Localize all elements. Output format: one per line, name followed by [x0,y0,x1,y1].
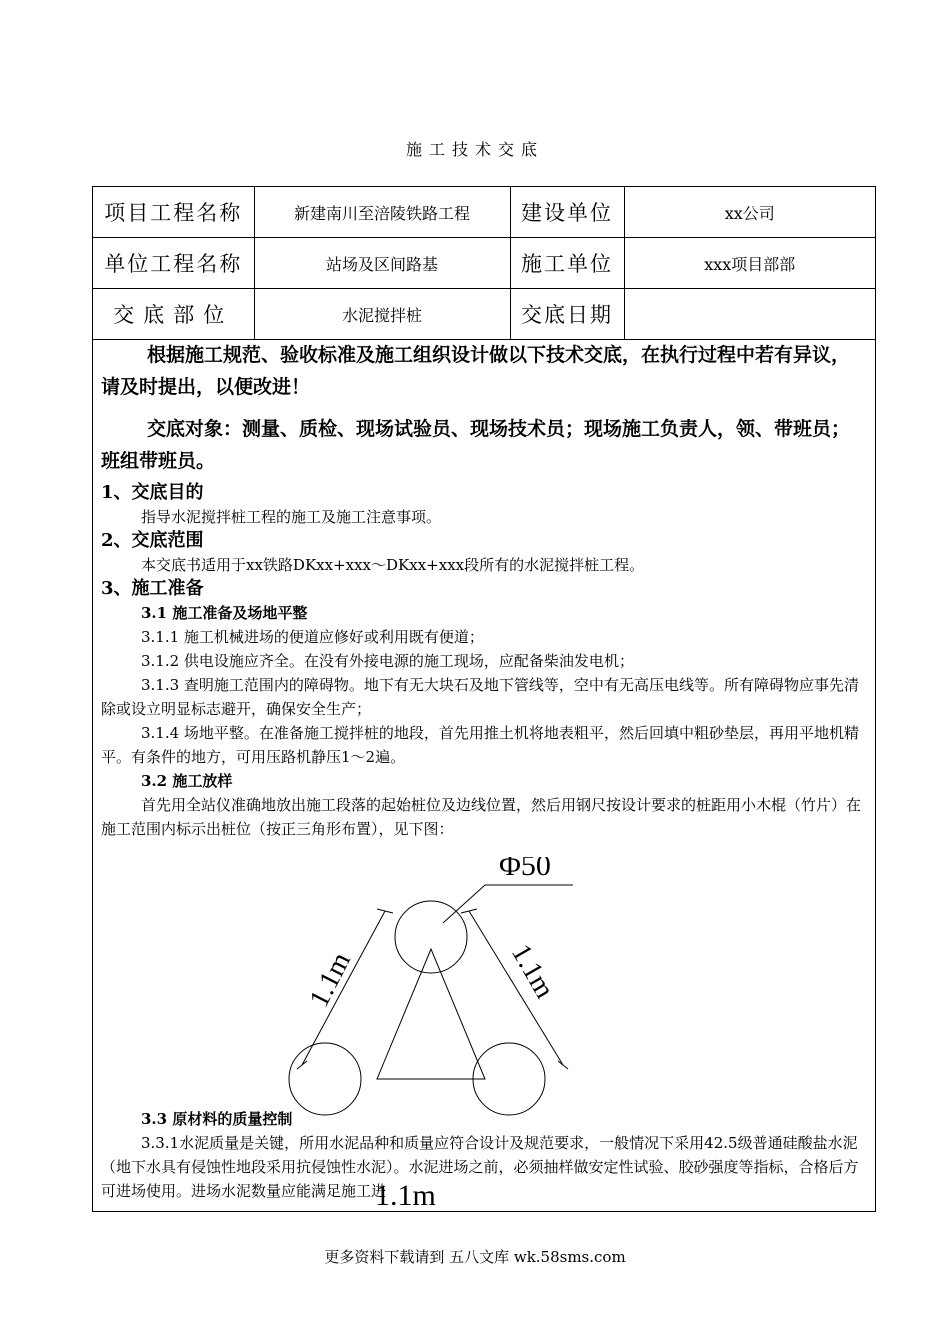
section-2-text: 本交底书适用于xx铁路DKxx+xxx～DKxx+xxx段所有的水泥搅拌桩工程。 [141,556,645,574]
section-3-1-3-text: 3.1.3 查明施工范围内的障碍物。地下有无大块石及地下管线等，空中有无高压电线等。所有障碍物应事先清除或设立明显标志避开，确保安全生产； [101,676,859,718]
left-distance-label: 1.1m [303,947,358,1013]
section-1-text: 指导水泥搅拌桩工程的施工及施工注意事项。 [141,508,442,526]
footer-text: 更多资料下载请到 五八文库 wk.58sms.com [324,1248,626,1266]
section-3-3-heading: 3.3 原材料的质量控制 [141,1110,293,1128]
bottom-distance-label: 1.1m [375,1179,436,1211]
pile-circle-left [289,1043,361,1115]
builder-label: 建设单位 [510,187,624,238]
date-value [624,289,875,340]
document-title: 施工技术交底 [405,140,544,159]
constructor-label: 施工单位 [510,238,624,289]
pile-triangle [377,949,485,1079]
section-3-2-text: 首先用全站仪准确地放出施工段落的起始桩位及边线位置，然后用钢尺按设计要求的桩距用小木棍（竹片）在施工范围内标示出桩位（按正三角形布置），见下图： [101,796,862,838]
disclosure-body [93,339,875,841]
section-3-1-1-text: 3.1.1 施工机械进场的便道应修好或利用既有便道； [141,628,484,646]
disclosure-form [92,186,876,1212]
table-row [93,289,875,340]
builder-value: xx公司 [624,187,875,238]
dimension-tick [558,1061,568,1069]
constructor-value: xxx项目部部 [624,238,875,289]
date-label: 交底日期 [510,289,624,340]
section-3-2-heading: 3.2 施工放样 [141,772,233,790]
leader-line [443,885,485,923]
intro-paragraph: 根据施工规范、验收标准及施工组织设计做以下技术交底，在执行过程中若有异议，请及时提出，以便改进！ [101,344,851,398]
audience-paragraph: 交底对象：测量、质检、现场试验员、现场技术员；现场施工负责人，领、带班员；班组带班员。 [101,418,851,472]
info-table [93,187,875,340]
part-value: 水泥搅拌桩 [254,289,510,340]
section-3-1-4-text: 3.1.4 场地平整。在准备施工搅拌桩的地段，首先用推土机将地表粗平，然后回填中粗砂垫层，再用平地机精平。有条件的地方，可用压路机静压1～2遍。 [101,724,859,766]
section-3-3 [93,1107,875,1203]
part-label: 交底部位 [93,289,254,340]
table-row [93,187,875,238]
dimension-tick [297,1061,307,1069]
table-row [93,238,875,289]
section-3-3-1-text: 3.3.1水泥质量是关键，所用水泥品种和质量应符合设计及规范要求，一般情况下采用42.5级普通硅酸盐水泥（地下水具有侵蚀性地段采用抗侵蚀性水泥）。水泥进场之前，必须抽样做安定性试验、胶砂强度等指标，合格后方可进场使用。进场水泥数量应能满足施工进 [101,1134,859,1200]
dimension-tick [461,909,477,913]
unit-name-value: 站场及区间路基 [254,238,510,289]
dimension-tick [377,909,393,913]
section-2-heading: 2、交底范围 [101,530,204,551]
section-1-heading: 1、交底目的 [101,482,204,503]
section-3-1-2-text: 3.1.2 供电设施应齐全。在没有外接电源的施工现场，应配备柴油发电机； [141,652,634,670]
bottom-distance-label-wrap [373,1171,483,1211]
pile-layout-diagram [93,857,875,1127]
unit-name-label: 单位工程名称 [93,238,254,289]
pile-circle-top [395,901,467,973]
right-distance-label: 1.1m [504,939,561,1004]
section-3-heading: 3、施工准备 [101,578,204,599]
section-3-1-heading: 3.1 施工准备及场地平整 [141,604,308,622]
project-name-label: 项目工程名称 [93,187,254,238]
diameter-label: Φ50 [499,857,551,882]
project-name-value: 新建南川至涪陵铁路工程 [254,187,510,238]
